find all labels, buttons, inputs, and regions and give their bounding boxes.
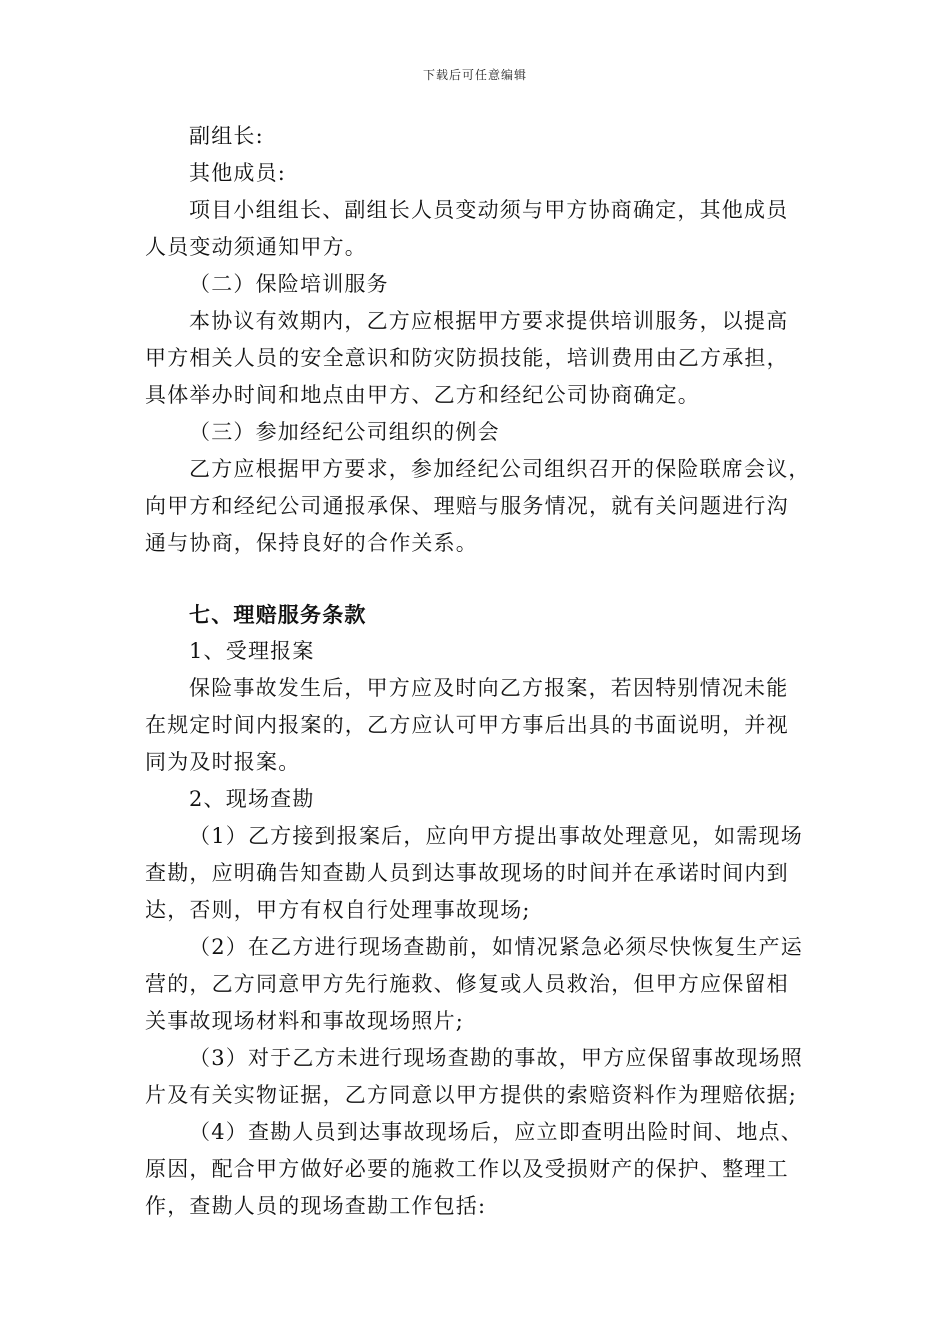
- paragraph-line: 项目小组组长、副组长人员变动须与甲方协商确定，其他成员: [189, 198, 789, 222]
- paragraph-line: 达，否则，甲方有权自行处理事故现场;: [145, 898, 531, 922]
- subsection-heading: （三）参加经纪公司组织的例会: [189, 420, 500, 444]
- paragraph-line: （1）乙方接到报案后，应向甲方提出事故处理意见，如需现场: [189, 824, 803, 848]
- page-header-note: 下载后可任意编辑: [422, 68, 527, 82]
- subsection-heading: 2、现场查勘: [189, 787, 315, 811]
- paragraph-line: 人员变动须通知甲方。: [145, 235, 367, 259]
- paragraph-line: 营的，乙方同意甲方先行施救、修复或人员救治，但甲方应保留相: [145, 972, 789, 996]
- paragraph-line: 关事故现场材料和事故现场照片;: [145, 1009, 465, 1033]
- paragraph-line: 向甲方和经纪公司通报承保、理赔与服务情况，就有关问题进行沟: [145, 494, 789, 518]
- paragraph-line: 具体举办时间和地点由甲方、乙方和经纪公司协商确定。: [145, 383, 700, 407]
- paragraph-line: 通与协商，保持良好的合作关系。: [145, 531, 478, 555]
- paragraph-line: 本协议有效期内，乙方应根据甲方要求提供培训服务，以提高: [189, 309, 789, 333]
- paragraph-line: 副组长:: [189, 124, 264, 148]
- subsection-heading: （二）保险培训服务: [189, 272, 389, 296]
- paragraph-line: 作，查勘人员的现场查勘工作包括:: [145, 1194, 487, 1218]
- paragraph-line: 在规定时间内报案的，乙方应认可甲方事后出具的书面说明，并视: [145, 713, 789, 737]
- paragraph-line: 乙方应根据甲方要求，参加经纪公司组织召开的保险联席会议，: [189, 457, 811, 481]
- paragraph-line: 片及有关实物证据，乙方同意以甲方提供的索赔资料作为理赔依据;: [145, 1083, 798, 1107]
- section-gap: [145, 562, 805, 596]
- subsection-heading: 1、受理报案: [189, 639, 315, 663]
- paragraph-line: （4）查勘人员到达事故现场后，应立即查明出险时间、地点、: [189, 1120, 803, 1144]
- paragraph-line: 查勘，应明确告知查勘人员到达事故现场的时间并在承诺时间内到: [145, 861, 789, 885]
- paragraph-line: 保险事故发生后，甲方应及时向乙方报案，若因特别情况未能: [189, 676, 789, 700]
- paragraph-line: 同为及时报案。: [145, 750, 301, 774]
- paragraph-line: （3）对于乙方未进行现场查勘的事故，甲方应保留事故现场照: [189, 1046, 803, 1070]
- paragraph-line: （2）在乙方进行现场查勘前，如情况紧急必须尽快恢复生产运: [189, 935, 803, 959]
- paragraph-line: 甲方相关人员的安全意识和防灾防损技能，培训费用由乙方承担，: [145, 346, 789, 370]
- document-body: [145, 118, 811, 1225]
- paragraph-line: 其他成员:: [189, 161, 287, 185]
- paragraph-line: 原因，配合甲方做好必要的施救工作以及受损财产的保护、整理工: [145, 1157, 789, 1181]
- section-heading: 七、理赔服务条款: [189, 602, 367, 627]
